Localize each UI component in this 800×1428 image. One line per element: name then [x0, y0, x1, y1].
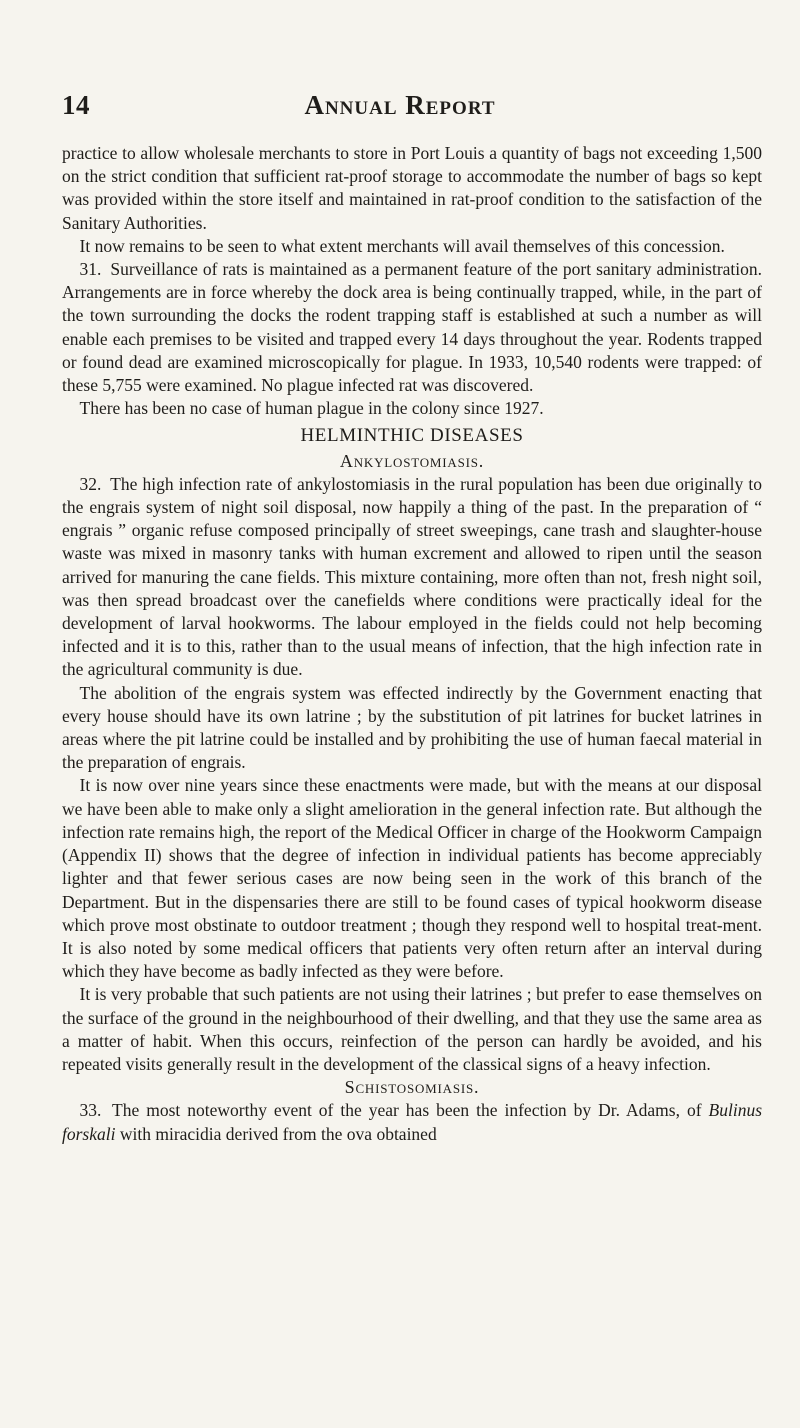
paragraph-text: There has been no case of human plague in the colony since 1927.: [79, 398, 544, 419]
paragraph-text: with miracidia derived from the ova obtained: [119, 1123, 437, 1144]
paragraph-text: Surveillance of rats is maintained as a permanent feature of the port sanitary administration. Arrangements are in force whereby the dock area is being continually trapped, while, in the part of the town surrounding the docks the rodent trapping staff is established at such a number as will enable each premises to be visited and trapped every 14 days throughout the year. Rodents trapped or found dead are examined microscopically for plague. In 1933, 10,540 rodents were trapped: of these 5,755 were examined. No plague infected rat was discovered.: [62, 259, 763, 396]
page-header: [0, 90, 800, 126]
paragraph-text: The abolition of the engrais system was effected indirectly by the Government enacting that every house should have its own latrine ; by the substitution of pit latrines for bucket latrines in areas where the pit latrine could be installed and by prohibiting the use of human faecal material in the preparation of engrais.: [62, 682, 762, 773]
paragraph: [62, 1099, 762, 1145]
paragraph-text: It is very probable that such patients are not using their latrines ; but prefer to ease themselves on the surface of the ground in the neighbourhood of their dwelling, and that they use the same area as a matter of habit. When this occurs, reinfection of the person can hardly be avoided, and his repeated visits generally result in the development of the classical signs of a heavy infection.: [62, 984, 762, 1074]
paragraph: [62, 397, 762, 420]
paragraph: [62, 682, 762, 775]
subsection-heading: Schistosomiasis.: [344, 1077, 480, 1098]
paragraph: [62, 983, 762, 1076]
paragraph-text: The high infection rate of ankylostomiasis in the rural population has been due originally to the engrais system of night soil disposal, now happily a thing of the past. In the preparation of “ engrais ” organic refuse composed principally of street sweepings, cane trash and slaughter-house waste was mixed in masonry tanks with human excrement and allowed to ripen until the season arrived for manuring the cane fields. This mixture containing, more often than not, fresh night soil, was then spread broadcast over the canefields where conditions were practically ideal for the development of larval hookworms. The labour employed in the fields could not help becoming infected and it is to this, rather than to the usual means of infection, that the high infection rate in the agricultural community is due.: [62, 473, 762, 680]
paragraph: practice to allow wholesale merchants to store in Port Louis a quantity of bags not exceeding 1,500 on the strict condition that sufficient rat-proof storage to accommodate the number of bags so kept was provided within the store itself and maintained in rat-proof condition to the satisfaction of the Sanitary Authorities.: [62, 143, 762, 233]
paragraph-number: 32.: [79, 473, 102, 494]
paragraph-text: It is now over nine years since these enactments were made, but with the means at our disposal we have been able to make only a slight amelioration in the general infection rate. But although the infection rate remains high, the report of the Medical Officer in charge of the Hookworm Campaign (Appendix II) shows that the degree of infection in individual patients has become appreciably lighter and that fewer serious cases are now being seen in the work of this branch of the Department. But in the dispensaries there are still to be found cases of typical hookworm disease which prove most obstinate to outdoor treatment ; though they respond well to hospital treat-ment. It is also noted by some medical officers that patients very often return after an interval during which they have become as badly infected as they were before.: [62, 775, 762, 982]
paragraph: [62, 258, 762, 397]
subsection-heading: Ankylostomiasis.: [339, 450, 485, 471]
paragraph-number: 33.: [79, 1100, 102, 1121]
running-title: Annual Report: [304, 90, 496, 120]
section-heading: HELMINTHIC DISEASES: [300, 425, 524, 447]
paragraph-text: It now remains to be seen to what extent merchants will avail themselves of this concession.: [79, 235, 725, 256]
species-name: Bulinus forskali: [62, 1100, 763, 1144]
paragraph: [62, 235, 762, 258]
paragraph-text: The most noteworthy event of the year has been the infection by Dr. Adams, of: [112, 1100, 702, 1121]
paragraph: [62, 473, 762, 682]
body-text: [62, 142, 762, 1146]
paragraph-number: 31.: [79, 259, 102, 280]
page-number: 14: [62, 90, 90, 120]
paragraph: [62, 774, 762, 983]
